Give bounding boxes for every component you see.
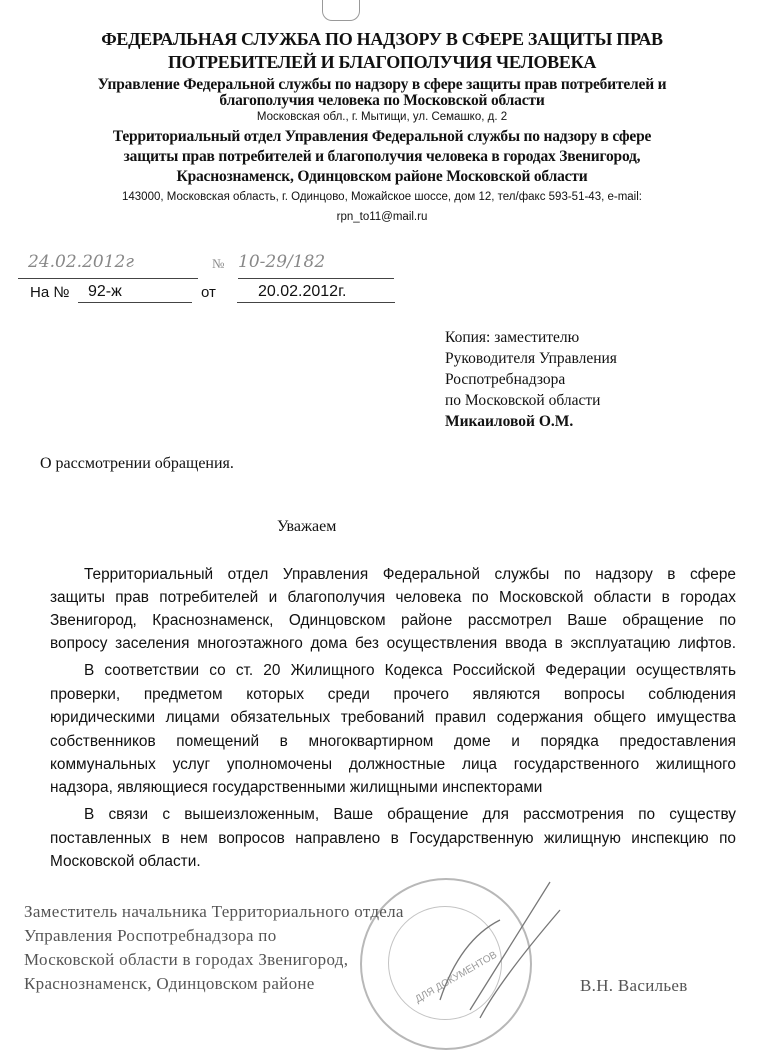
body-paragraph-line: поставленных в нем вопросов направлено в Государственную жилищную инспекцию по (50, 830, 736, 847)
reply-label: На № (30, 284, 70, 301)
number-sign: № (212, 256, 225, 271)
body-paragraph-line: Звенигород, Краснознаменск, Одинцовском районе рассмотрел Ваше обращение по (50, 612, 736, 629)
stamp-text: ДЛЯ ДОКУМЕНТОВ (413, 949, 500, 1006)
body-paragraph-line: надзора, являющиеся государственными жилищными инспекторами (50, 779, 543, 796)
handwritten-date: 24.02.2012г (28, 252, 134, 272)
office-line1: Территориальный отдел Управления Федеральной службы по надзору в сфере (112, 128, 652, 145)
agency-title-line1: ФЕДЕРАЛЬНАЯ СЛУЖБА ПО НАДЗОРУ В СФЕРЕ ЗАЩИТЫ ПРАВ (101, 29, 663, 49)
office-line2: защиты прав потребителей и благополучия человека в городах Звенигород, (123, 148, 641, 165)
body-paragraph-line: В связи с вышеизложенным, Ваше обращение для рассмотрения по существу (84, 806, 736, 823)
office-line3: Краснознаменск, Одинцовском районе Московской области (176, 168, 588, 185)
dept-line2: благополучия человека по Московской области (219, 92, 545, 109)
subject: О рассмотрении обращения. (40, 455, 234, 472)
copy-line: Копия: заместителю (445, 329, 580, 346)
signer-name: В.Н. Васильев (580, 976, 688, 995)
copy-recipient-name: Микаиловой О.М. (445, 413, 574, 430)
reply-number: 92-ж (88, 283, 122, 300)
copy-line: Роспотребнадзора (445, 371, 566, 388)
dept-address: Московская обл., г. Мытищи, ул. Семашко, д. 2 (256, 111, 508, 123)
reply-date: 20.02.2012г. (258, 283, 347, 300)
body-paragraph-line: Московской области. (50, 853, 201, 870)
dept-line1: Управление Федеральной службы по надзору в сфере защиты прав потребителей и (97, 76, 667, 93)
agency-title-line2: ПОТРЕБИТЕЛЕЙ И БЛАГОПОЛУЧИЯ ЧЕЛОВЕКА (167, 52, 597, 72)
office-address: 143000, Московская область, г. Одинцово, Можайское шоссе, дом 12, тел/факс 593-51-43, e-mail: (122, 191, 642, 203)
handwritten-signature (380, 880, 580, 1020)
handwritten-number: 10-29/182 (238, 252, 326, 272)
signer-title-line: Заместитель начальника Территориального отдела (24, 902, 404, 921)
body-paragraph-line: собственников помещений в многоквартирном доме и порядка предоставления (50, 733, 736, 750)
body-paragraph-line: защиты прав потребителей и благополучия человека по Московской области в городах (50, 589, 736, 606)
copy-line: по Московской области (445, 392, 601, 409)
body-paragraph-line: Территориальный отдел Управления Федеральной службы по надзору в сфере (84, 566, 736, 583)
office-email: rpn_to11@mail.ru (336, 211, 428, 223)
body-paragraph-line: В соответствии со ст. 20 Жилищного Кодекса Российской Федерации осуществлять (84, 662, 736, 679)
body-paragraph-line: юридическими лицами обязательных требований правил содержания общего имущества (50, 709, 736, 726)
body-paragraph-line: коммунальных услуг уполномочены должностные лица государственного жилищного (50, 756, 736, 773)
emblem-icon (322, 0, 360, 21)
signer-title-line: Краснознаменск, Одинцовском районе (24, 974, 315, 993)
copy-line: Руководителя Управления (445, 350, 617, 367)
salutation: Уважаем (277, 518, 337, 535)
signer-title-line: Московской области в городах Звенигород, (24, 950, 349, 969)
body-paragraph-line: вопросу заселения многоэтажного дома без осуществления ввода в эксплуатацию лифтов. (50, 635, 736, 652)
from-label: от (201, 284, 216, 301)
signer-title-line: Управления Роспотребнадзора по (24, 926, 277, 945)
body-paragraph-line: проверки, предметом которых среди прочего являются вопросы соблюдения (50, 686, 736, 703)
